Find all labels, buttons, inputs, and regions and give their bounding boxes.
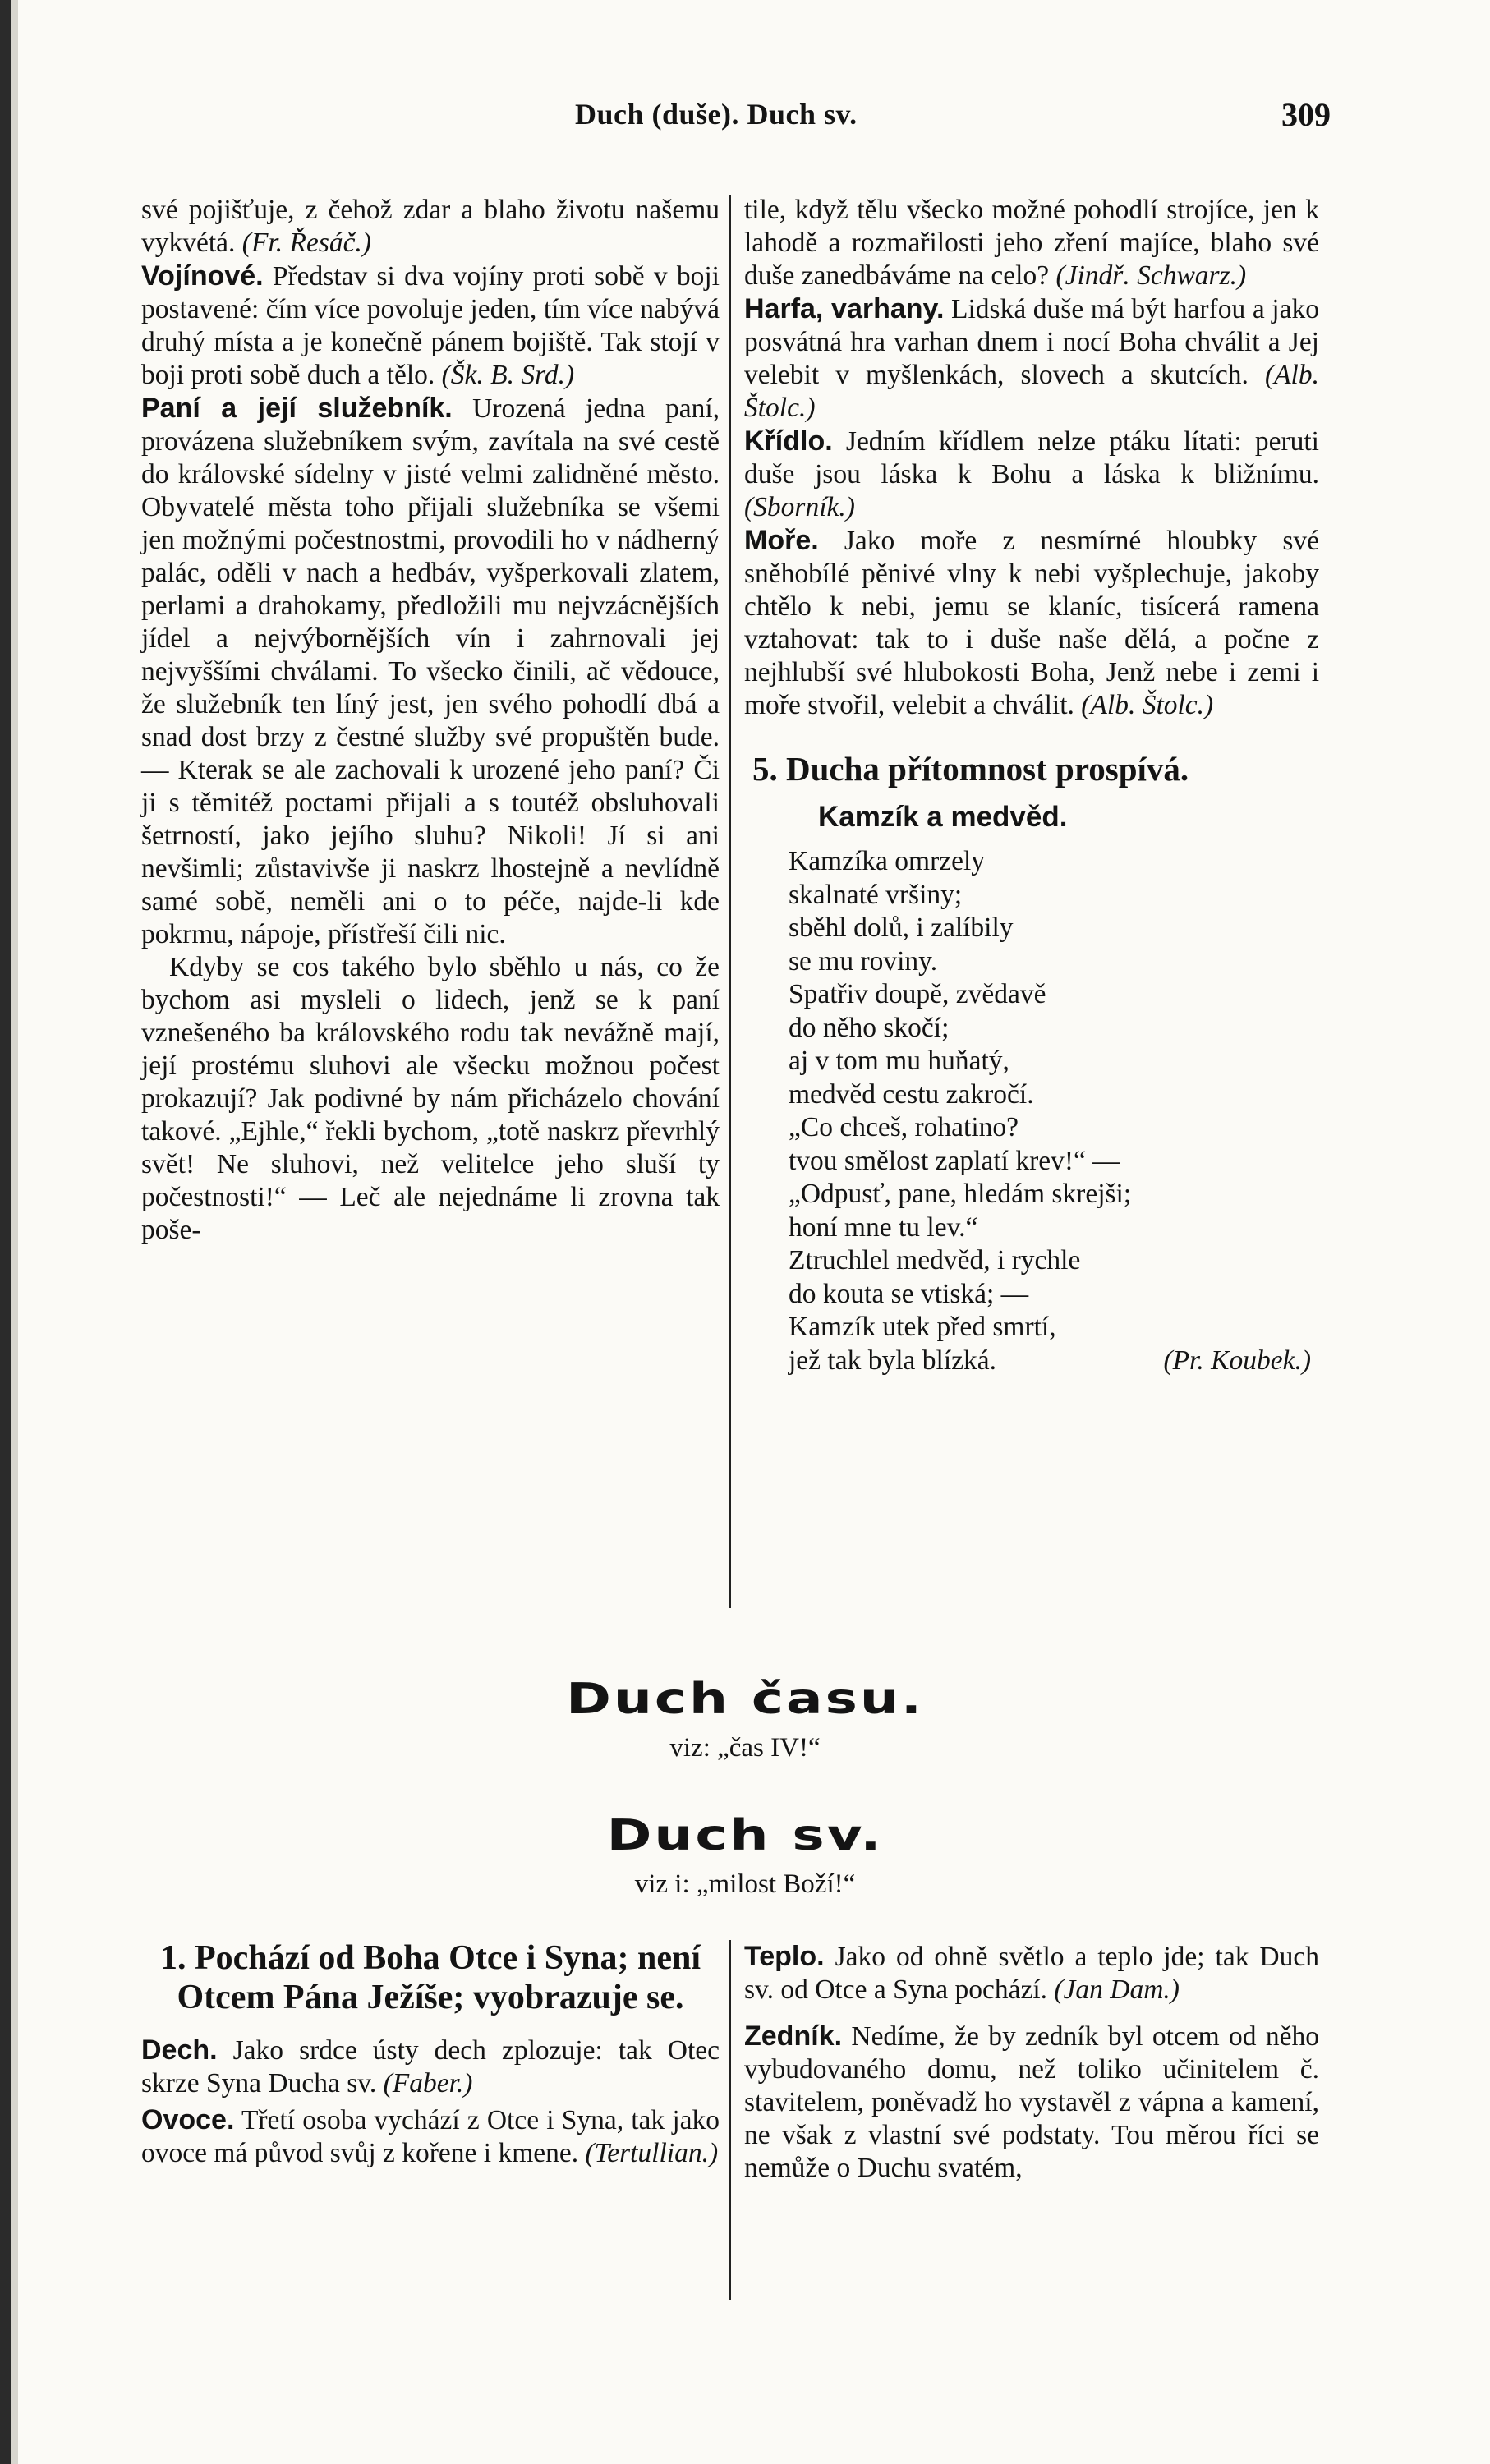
author-citation: (Alb. Štolc.) — [744, 360, 1319, 423]
cross-reference-milost: viz i: „milost Boží!“ — [634, 1869, 856, 1899]
poem-line: honí mne tu lev.“ — [789, 1211, 978, 1243]
paragraph-intro: své pojišťuje, z čehož zdar a blaho životu našemu vykvétá. (Fr. Řesáč.) — [141, 195, 720, 258]
author-citation: (Tertullian.) — [585, 2138, 719, 2168]
author-citation: (Fr. Řesáč.) — [241, 228, 372, 258]
poem-line: Spatřiv doupě, zvědavě — [789, 979, 1046, 1009]
keyword: Moře. — [744, 525, 819, 556]
bottom-right-column — [744, 1940, 1319, 2185]
poem-line: do kouta se vtiská; — — [789, 1278, 1029, 1309]
keyword: Křídlo. — [744, 425, 833, 457]
poem-line: Ztruchlel medvěd, i rychle — [789, 1245, 1081, 1276]
keyword: Harfa, varhany. — [744, 293, 945, 324]
paragraph-vojinove: Vojínové. Představ si dva vojíny proti sobě v boji postavené: čím více povoluje jeden, tím více nabývá druhý místa a je konečně pánem bojiště. Tak stojí v boji proti sobě duch a tělo. (Šk. B. Srd.) — [141, 260, 720, 390]
author-citation: (Sborník.) — [744, 492, 855, 522]
poem-line: aj v tom mu huňatý, — [789, 1046, 1009, 1076]
paragraph-zednik: Zedník. Nedíme, že by zedník byl otcem od něho vybudovaného domu, než toliko učinitelem č. stavitelem, poněvadž ho vystavěl z vápna a kamení, ne však z vlastní své podstaty. Tou měrou říci se nemůže o Duchu svatém, — [744, 2020, 1319, 2183]
left-column — [141, 194, 720, 1247]
subsection-heading: 1. Pochází od Boha Otce i Syna; není Otcem Pána Ježíše; vyobrazuje se. — [159, 1939, 701, 2016]
paragraph-kridlo: Křídlo. Jedním křídlem nelze ptáku lítati: peruti duše jsou láska k Bohu a láska k bližnímu. (Sborník.) — [744, 425, 1319, 522]
author-citation: (Pr. Koubek.) — [1163, 1345, 1311, 1376]
paragraph-dech: Dech. Jako srdce ústy dech zplozuje: tak Otec skrze Syna Ducha sv. (Faber.) — [141, 2034, 720, 2099]
keyword: Zedník. — [744, 2020, 843, 2052]
author-citation: (Jan Dam.) — [1054, 1974, 1180, 2005]
paragraph-kdyby: Kdyby se cos takého bylo sběhlo u nás, co že bychom asi mysleli o lidech, jenž se k paní vznešeného ba královského rodu tak nevážně mají, její prostému sluhovi ale všecku možnou počest prokazují? Jak podivné by nám přicházelo chování takové. „Ejhle,“ řekli bychom, „totě naskrz převrhlý svět! Ne sluhovi, než velitelce jeho sluší ty počestnosti!“ — Leč ale nejednáme li zrovna tak poše- — [141, 952, 720, 1245]
title-duch-casu: Duch času. — [566, 1674, 924, 1724]
running-head: Duch (duše). Duch sv. — [575, 98, 858, 131]
paragraph-pani: Paní a její služebník. Urozená jedna paní, provázena služebníkem svým, zavítala na své cestě do královské sídelny v jisté velmi zalidněné město. Obyvatelé města toho přijali služebníka se všemi jen možnými počestnostmi, provodili ho v nádherný palác, oděli v nach a hedbáv, vyšperkovali zlatem, perlami a drahokamy, předložili mu nejvzácnějších jídel a nejvýbornějších vín i zahrnovali jej nejvyššími chválami. To všecko činili, ač vědouce, že služebník ten líný jest, jen svého pohodlí dbá a snad dost brzy z čestné služby své propuštěn bude. — Kterak se ale zachovali k urozené jeho paní? Či ji s těmitéž poctami přijali a s toutéž obsluhovali šetrností, jako jejího sluhu? Nikoli! Jí si ani nevšimli; zůstavivše ji naskrz lhostejně a nevlídně samé sobě, neměli ani o to péče, najde-li kde pokrmu, nápoje, přístřeší čili nic. — [141, 393, 720, 949]
poem-line: se mu roviny. — [789, 945, 938, 977]
keyword: Paní a její služebník. — [141, 393, 453, 424]
keyword: Ovoce. — [141, 2104, 235, 2135]
poem-line: do něho skočí; — [789, 1012, 950, 1043]
poem-line: tvou smělost zaplatí krev!“ — — [789, 1145, 1120, 1176]
paragraph-ovoce: Ovoce. Třetí osoba vychází z Otce i Syna, tak jako ovoce má původ svůj z kořene i kmene. (Tertullian.) — [141, 2104, 720, 2168]
paragraph-tile: tile, když tělu všecko možné pohodlí strojíce, jen k lahodě a rozmařilosti jeho zření majíce, blaho své duše zanedbáváme na celo? (Jindř. Schwarz.) — [744, 195, 1319, 291]
section-heading: 5. Ducha přítomnost prospívá. — [752, 750, 1189, 788]
cross-reference-cas: viz: „čas IV!“ — [669, 1733, 821, 1763]
keyword: Vojínové. — [141, 260, 264, 292]
poem-line: skalnaté vršiny; — [789, 879, 963, 910]
author-citation: (Šk. B. Srd.) — [441, 360, 575, 390]
column-rule-top — [729, 195, 731, 1608]
right-column — [744, 194, 1319, 1377]
poem-line: medvěd cestu zakročí. — [789, 1078, 1034, 1110]
keyword: Teplo. — [744, 1941, 825, 1972]
page-number: 309 — [1281, 96, 1331, 133]
poem-line: jež tak byla blízká. (Pr. Koubek.) — [789, 1345, 1311, 1378]
poem-line: „Co chceš, rohatino? — [789, 1112, 1019, 1142]
keyword: Dech. — [141, 2034, 218, 2066]
poem-line: Kamzíka omrzely — [789, 846, 986, 876]
author-citation: (Alb. Štolc.) — [1081, 690, 1214, 720]
bottom-left-column — [141, 1938, 720, 2170]
paragraph-harfa: Harfa, varhany. Lidská duše má být harfou a jako posvátná hra varhan dnem i nocí Boha chválit a Jej velebit v myšlenkách, slovech a skutcích. (Alb. Štolc.) — [744, 293, 1319, 423]
poem-line: Kamzík utek před smrtí, — [789, 1312, 1056, 1342]
paragraph-teplo: Teplo. Jako od ohně světlo a teplo jde; tak Duch sv. od Otce a Syna pochází. (Jan Dam.) — [744, 1941, 1319, 2005]
author-citation: (Faber.) — [383, 2068, 473, 2099]
poem-title: Kamzík a medvěd. — [818, 801, 1068, 833]
author-citation: (Jindř. Schwarz.) — [1055, 260, 1247, 291]
poem-line: sběhl dolů, i zalíbily — [789, 913, 1014, 943]
title-duch-sv: Duch sv. — [606, 1810, 884, 1860]
poem — [789, 845, 1319, 1377]
binding-edge — [0, 0, 11, 2464]
binding-shadow — [11, 0, 18, 2464]
poem-line: „Odpusť, pane, hledám skrejši; — [789, 1179, 1132, 1209]
paragraph-more: Moře. Jako moře z nesmírné hloubky své sněhobílé pěnivé vlny k nebi vyšplechuje, jakoby chtělo k nebi, jemu se klaníc, tisícerá ramena vztahovat: tak to i duše naše dělá, a počne z nejhlubší své hlubokosti Boha, Jenž nebe i zemi i moře stvořil, velebit a chválit. (Alb. Štolc.) — [744, 525, 1319, 720]
column-rule-bottom — [729, 1940, 731, 2300]
